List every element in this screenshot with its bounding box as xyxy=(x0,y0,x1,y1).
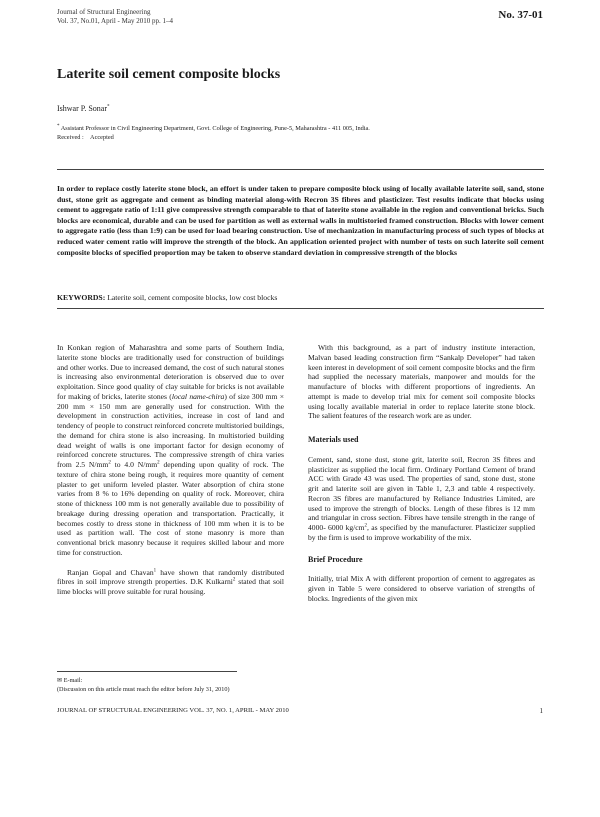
author-line xyxy=(57,104,110,113)
body-paragraph: In Konkan region of Maharashtra and some parts of Southern India, laterite stone blocks are traditionally used for construction of buildings and other works. Due to increased demand, the cost of such natural stones is increasing also environmental deterioration is observed due to over exploitation. Since good quality of clay suitable for bricks is not available for making of bricks, laterite stones (local name-chira) of size 300 mm × 200 mm × 150 mm are generally used for construction. With the development in construction activities, increase in cost of land and tendency of people to construct reinforced concrete multistoried buildings, the demand for chira stone is also increasing. In multistoried building dead weight of walls is one important factor for design economy of reinforced concrete structures. The compressive strength of chira varies from 2.5 $N/mm^2$ to 4.0 $N/mm^2$ depending upon quality of rock. The texture of chira stone being rough, it requires more quantity of cement plaster to get uniform leveled plaster. Water absorption of chira stone varies from 8 % to 16% depending on quality of rock. Moreover, chira stone of thickness 100 mm is not generally available due to possibility of breakage during dressing operation and transportation. Practically, it becomes costly to dress stone in thickness of 100 mm when it is to be used as partition wall. The cost of stone masonry is more than conventional brick masonry because it requires skilled labour and more time for construction. xyxy=(57,343,284,557)
envelope-icon: ✉ xyxy=(57,677,63,684)
page-footer: JOURNAL OF STRUCTURAL ENGINEERING VOL. 37, NO. 1, APRIL - MAY 2010 xyxy=(57,707,289,714)
author-mark: * xyxy=(107,104,110,110)
journal-header xyxy=(57,8,173,26)
affiliation: * Assistant Professor in Civil Engineering Department, Govt. College of Engineering, Pune-5, Maharashtra - 411 005, India. xyxy=(57,123,370,132)
footnote-rule xyxy=(57,671,237,672)
received-accepted: Received : Accepted xyxy=(57,134,114,141)
affiliation-mark: * xyxy=(57,123,60,129)
abstract: In order to replace costly laterite stone block, an effort is under taken to prepare composite block using of locally available laterite soil, sand, stone dust, stone grit as aggregate and cement as binding material along-with Recron 3S fibres and plasticizer. Test results indicate that blocks using cement to aggregate ratio of 1:11 give compressive strength comparable to that of laterite stone available in the region and conventional bricks. Such blocks are economical, durable and can be used for partition as well as external walls in multistoried framed construction. Blocks with lower cement to aggregate ratio (less than 1:9) can be used for load bearing construction. Use of mechanization in manufacturing process of such types of blocks at reduced water cement ratio will improve the strength of the block. An application oriented project with number of tests on such laterite soil cement composite blocks of specified proportion may be taken to observe standard deviation in compressive strength of the blocks xyxy=(57,184,544,257)
author-name: Ishwar P. Sonar xyxy=(57,104,107,113)
section-heading: Materials used xyxy=(308,435,359,444)
email-line: ✉ E-mail: xyxy=(57,677,83,684)
keywords-label: KEYWORDS: xyxy=(57,293,106,302)
left-column xyxy=(57,343,284,597)
keywords-text: Laterite soil, cement composite blocks, low cost blocks xyxy=(107,293,278,302)
journal-volume: Vol. 37, No.01, April - May 2010 pp. 1–4 xyxy=(57,17,173,25)
issue-number: No. 37-01 xyxy=(498,9,543,21)
article-title: Laterite soil cement composite blocks xyxy=(57,67,281,82)
body-paragraph: Ranjan Gopal and Chavan$^1$ have shown that randomly distributed fibres in soil improve strength properties. D.K Kulkarni$^2$ stated that soil lime blocks will prove suitable for rural housing. xyxy=(57,567,284,596)
body-paragraph: Cement, sand, stone dust, stone grit, laterite soil, Recron 3S fibres and plasticizer as supplied the local firm. Ordinary Portland Cement of brand ACC with Grade 43 was used. The properties of sand, stone dust, stone grit and laterite soil are given in Table 1, 2,3 and table 4 respectively. Recron 3S fibres are manufactured by Reliance Industries Limited, are used to improve the strength of blocks. Length of these fibres is 12 mm and triangular in cross section. Fibres have tensile strength in the range of 4000- 6000 $kg/cm^2$, as specified by the manufacturer. Plasticizer supplied by the firm is used to improve workability of the mix. xyxy=(308,454,536,542)
page-number: 1 xyxy=(539,707,543,715)
keywords-bottom-rule xyxy=(57,308,544,309)
abstract-top-rule xyxy=(57,169,544,170)
keywords xyxy=(57,293,544,302)
section-heading: Brief Procedure xyxy=(308,554,363,564)
right-column xyxy=(308,343,535,604)
body-paragraph: With this background, as a part of industry institute interaction, Malvan based leading construction firm “Sankalp Developer” had taken keen interest in development of soil cement composite blocks and the firm had supplied the necessary materials, manpower and moulds for the manufacture of blocks with different proportions of ingredients. An attempt is made to develop trial mix for cement soil composite blocks using locally available material in order to replace laterite stone block. The salient features of the research work are as under. xyxy=(308,343,535,421)
discussion-note: (Discussion on this article must reach the editor before July 31, 2010) xyxy=(57,686,230,693)
footnote xyxy=(57,676,230,694)
affiliation-block xyxy=(57,124,557,142)
body-paragraph: Initially, trial Mix A with different proportion of cement to aggregates as given in Table 5 were considered to observe variation of strengths of blocks. Ingredients of the given mix xyxy=(308,574,535,603)
journal-name: Journal of Structural Engineering xyxy=(57,8,151,16)
